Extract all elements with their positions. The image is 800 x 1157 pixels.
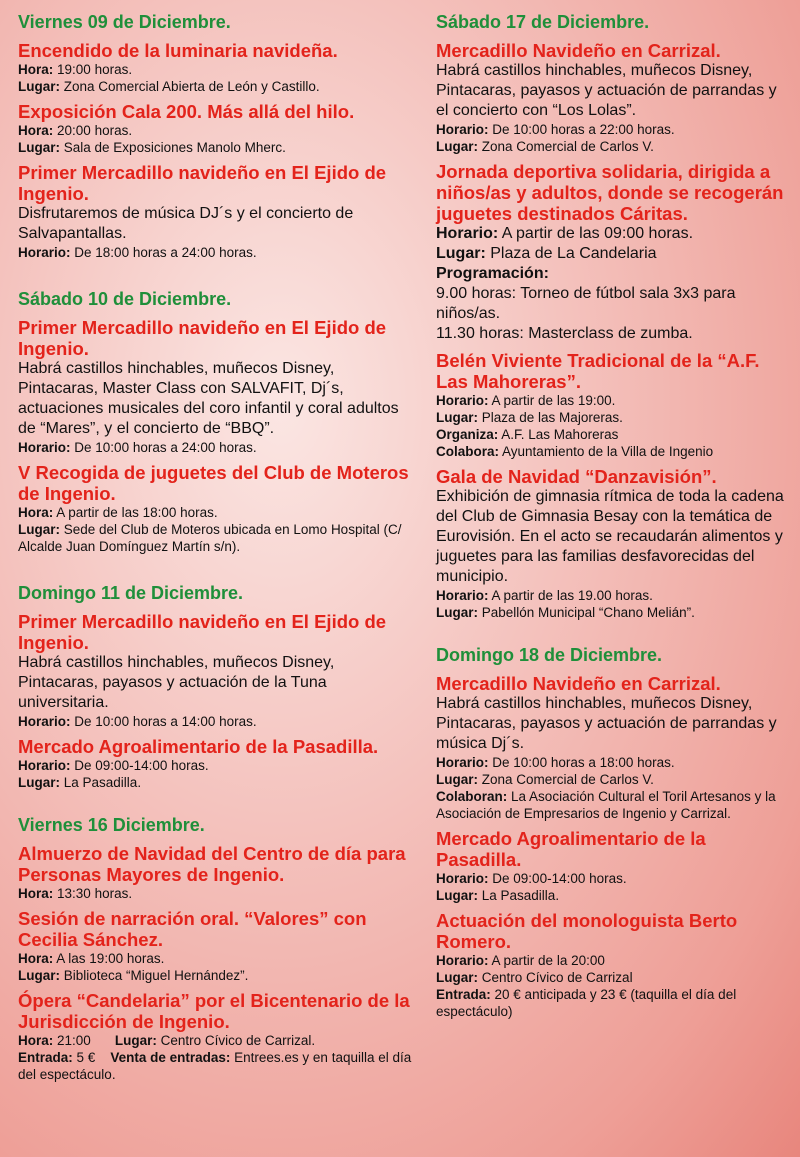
event-detail: Lugar: Plaza de las Majoreras. (436, 410, 623, 425)
event-title: Jornada deportiva solidaria, dirigida a niños/as y adultos, donde se recogerán juguetes destinados Cáritas. (436, 161, 784, 224)
event-detail: Horario: De 09:00-14:00 horas. (436, 871, 627, 886)
event-detail: Lugar: Zona Comercial de Carlos V. (436, 139, 654, 154)
event-detail: Entrada: 5 € Venta de entradas: Entrees.es y en taquilla el día del espectáculo. (18, 1050, 412, 1082)
event-detail: Horario: De 09:00-14:00 horas. (18, 758, 209, 773)
event (18, 990, 418, 1083)
event-detail: Lugar: La Pasadilla. (18, 775, 142, 790)
day-heading: Viernes 16 Diciembre. (18, 815, 205, 835)
event-description: Habrá castillos hinchables, muñecos Disney, Pintacaras, payasos y actuación de la Tuna universitaria. (18, 654, 335, 711)
event-title: Primer Mercadillo navideño en El Ejido de Ingenio. (18, 317, 387, 359)
event-detail: Lugar: Sala de Exposiciones Manolo Mherc. (18, 140, 286, 155)
event (18, 611, 418, 730)
event-detail: Colabora: Ayuntamiento de la Villa de Ingenio (436, 444, 714, 459)
event-detail: Horario: A partir de las 09:00 horas. (436, 225, 694, 242)
event-title: Almuerzo de Navidad del Centro de día para Personas Mayores de Ingenio. (18, 843, 406, 885)
event-detail: Hora: 21:00 Lugar: Centro Cívico de Carrizal. (18, 1033, 316, 1048)
event-detail: Lugar: Pabellón Municipal “Chano Melián”. (436, 605, 695, 620)
event-detail: Lugar: Zona Comercial de Carlos V. (436, 772, 654, 787)
event-title: Mercadillo Navideño en Carrizal. (436, 673, 721, 694)
day-heading: Sábado 17 de Diciembre. (436, 12, 650, 32)
event-title: Encendido de la luminaria navideña. (18, 40, 338, 61)
event-detail: Colaboran: La Asociación Cultural el Toril Artesanos y la Asociación de Empresarios de Ingenio y Carrizal. (436, 789, 776, 821)
event-detail: Lugar: Plaza de La Candelaria (436, 245, 657, 262)
event-title: Mercadillo Navideño en Carrizal. (436, 40, 721, 61)
right-column (436, 12, 792, 1026)
event-title: Sesión de narración oral. “Valores” con Cecilia Sánchez. (18, 908, 367, 950)
event-title: Primer Mercadillo navideño en El Ejido de Ingenio. (18, 611, 387, 653)
event-detail: Horario: De 10:00 horas a 18:00 horas. (436, 755, 675, 770)
event-detail: Horario: A partir de la 20:00 (436, 953, 605, 968)
event (436, 673, 792, 822)
day-heading: Sábado 10 de Diciembre. (18, 289, 232, 309)
event-title: Exposición Cala 200. Más allá del hilo. (18, 101, 355, 122)
event-description: 9.00 horas: Torneo de fútbol sala 3x3 para niños/as. (436, 285, 736, 322)
event-description: Habrá castillos hinchables, muñecos Disney, Pintacaras, payasos y actuación de parrandas y el concierto con “Los Lolas”. (436, 62, 777, 119)
day-heading: Domingo 11 de Diciembre. (18, 583, 244, 603)
event-description: Habrá castillos hinchables, muñecos Disney, Pintacaras, Master Class con SALVAFIT, Dj´s, actuaciones musicales del coro infantil y coral adultos de “Mares”, y el concierto de “BBQ”. (18, 360, 399, 437)
event-detail: Lugar: La Pasadilla. (436, 888, 560, 903)
event-detail: Horario: De 10:00 horas a 22:00 horas. (436, 122, 675, 137)
event-detail: Lugar: Centro Cívico de Carrizal (436, 970, 633, 985)
event-detail: Horario: A partir de las 19:00. (436, 393, 616, 408)
event-description: Habrá castillos hinchables, muñecos Disney, Pintacaras, payasos y actuación de parrandas y música Dj´s. (436, 695, 777, 752)
event-title: Gala de Navidad “Danzavisión”. (436, 466, 717, 487)
event-description: 11.30 horas: Masterclass de zumba. (436, 325, 693, 342)
event (18, 908, 418, 984)
event (436, 466, 792, 621)
event-detail: Hora: 13:30 horas. (18, 886, 133, 901)
event-detail: Horario: A partir de las 19.00 horas. (436, 588, 653, 603)
event (436, 40, 792, 155)
left-column (18, 12, 418, 1089)
event-detail: Hora: 20:00 horas. (18, 123, 133, 138)
event-detail: Horario: De 10:00 horas a 24:00 horas. (18, 440, 257, 455)
event-title: Mercado Agroalimentario de la Pasadilla. (436, 828, 706, 870)
event-title: Ópera “Candelaria” por el Bicentenario de la Jurisdicción de Ingenio. (18, 990, 410, 1032)
event-detail: Hora: A partir de las 18:00 horas. (18, 505, 218, 520)
day-heading: Domingo 18 de Diciembre. (436, 645, 663, 665)
event-detail: Lugar: Biblioteca “Miguel Hernández”. (18, 968, 249, 983)
event-description: Exhibición de gimnasia rítmica de toda la cadena del Club de Gimnasia Besay con la temática de Eurovisión. En el acto se recaudarán alimentos y juguetes para las familias desfavorecidas del municipio. (436, 488, 784, 585)
event-title: Actuación del monologuista Berto Romero. (436, 910, 738, 952)
event-title: V Recogida de juguetes del Club de Moteros de Ingenio. (18, 462, 409, 504)
event-title: Mercado Agroalimentario de la Pasadilla. (18, 736, 379, 757)
event (18, 40, 418, 95)
event-title: Belén Viviente Tradicional de la “A.F. Las Mahoreras”. (436, 350, 760, 392)
event-detail: Programación: (436, 265, 549, 282)
day-heading: Viernes 09 de Diciembre. (18, 12, 231, 32)
event (436, 350, 792, 460)
event (436, 161, 792, 344)
event-detail: Organiza: A.F. Las Mahoreras (436, 427, 619, 442)
event-detail: Lugar: Zona Comercial Abierta de León y Castillo. (18, 79, 320, 94)
event-title: Primer Mercadillo navideño en El Ejido de Ingenio. (18, 162, 387, 204)
event-description: Disfrutaremos de música DJ´s y el concierto de Salvapantallas. (18, 205, 354, 242)
event (18, 736, 418, 791)
event (18, 317, 418, 456)
event (436, 910, 792, 1020)
event (18, 162, 418, 261)
event-detail: Entrada: 20 € anticipada y 23 € (taquilla el día del espectáculo) (436, 987, 737, 1019)
event-detail: Hora: A las 19:00 horas. (18, 951, 165, 966)
event (18, 843, 418, 902)
event (18, 462, 418, 555)
event-detail: Hora: 19:00 horas. (18, 62, 133, 77)
event (436, 828, 792, 904)
event (18, 101, 418, 156)
event-detail: Horario: De 10:00 horas a 14:00 horas. (18, 714, 257, 729)
event-detail: Horario: De 18:00 horas a 24:00 horas. (18, 245, 257, 260)
event-detail: Lugar: Sede del Club de Moteros ubicada en Lomo Hospital (C/ Alcalde Juan Domínguez Martín s/n). (18, 522, 402, 554)
